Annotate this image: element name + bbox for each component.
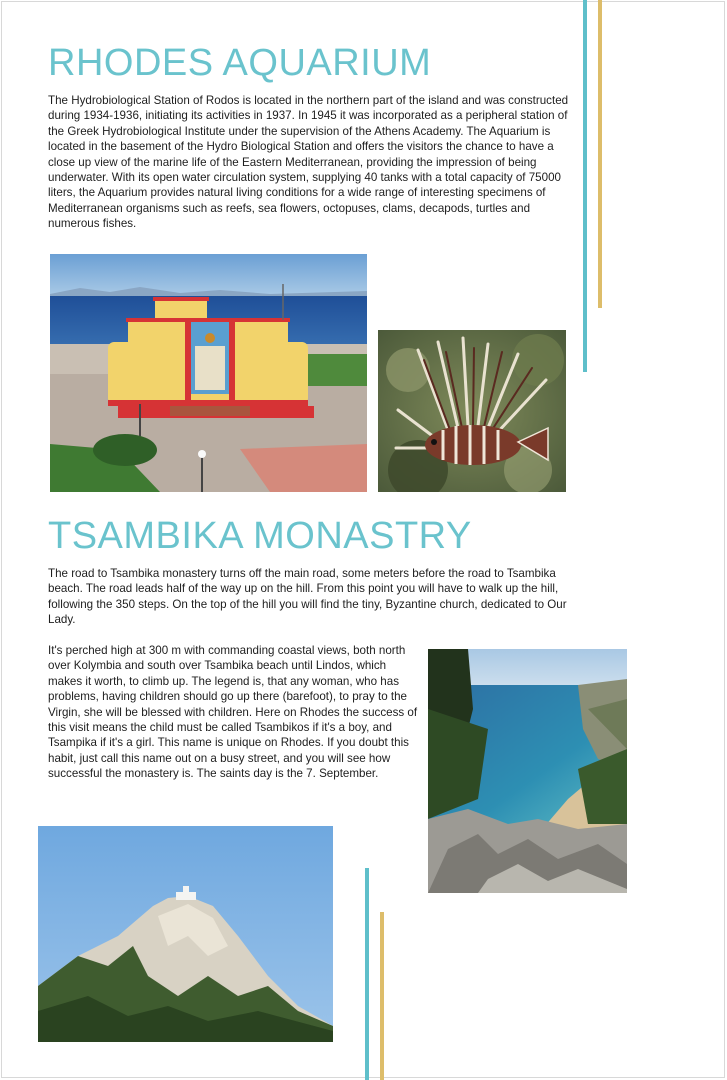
tsambika-paragraph-2: It's perched high at 300 m with commanding coastal views, both north over Kolymbia and south over Tsambika beach until Lindos, which makes it worth, to climb up. The legend is, that any woman, who has problems, having children should go up there (barefoot), to pray to the Virgin, she will be blessed with children. Here on Rhodes the success of this visit means the child must be called Tsambikos if it's a boy, and Tsampika if it's a girl. This name is unique on Rhodes. If you doubt this habit, just call this name out on a busy street, and you will see how successful the monastery is. The saints day is the 7. September. (48, 644, 418, 781)
aquarium-building-photo (50, 254, 367, 492)
tsambika-hill-photo (38, 826, 333, 1042)
section-title-tsambika: TSAMBIKA MONASTRY (48, 515, 472, 557)
accent-line-teal-top (583, 0, 587, 372)
accent-line-teal-bottom (365, 868, 369, 1080)
accent-line-gold-top (598, 0, 602, 308)
aquarium-paragraph: The Hydrobiological Station of Rodos is located in the northern part of the island and was constructed during 1934-1936, initiating its activities in 1937. In 1945 it was incorporated as a peripheral station of the Greek Hydrobiological Institute under the supervision of the Athens Academy. The Aquarium is located in the basement of the Hydro Biological Station and offers the visitors the chance to have a close up view of the marine life of the Eastern Mediterranean, providing the impression of being underwater. With its open water circulation system, supplying 40 tanks with a total capacity of 75000 liters, the Aquarium provides natural living conditions for a wide range of interesting specimens of Mediterranean organisms such as reefs, sea flowers, octopuses, clams, decapods, turtles and numerous fishes. (48, 94, 569, 231)
tsambika-paragraph-1: The road to Tsambika monastery turns off the main road, some meters before the road to Tsambika beach. The road leads half of the way up on the hill. From this point you will have to walk up the hill, following the 350 steps. On the top of the hill you will find the tiny, Byzantine church, dedicated to Our Lady. (48, 567, 567, 627)
section-title-aquarium: RHODES AQUARIUM (48, 42, 432, 84)
accent-line-gold-bottom (380, 912, 384, 1080)
coastal-bay-photo (428, 649, 627, 893)
lionfish-photo (378, 330, 566, 492)
